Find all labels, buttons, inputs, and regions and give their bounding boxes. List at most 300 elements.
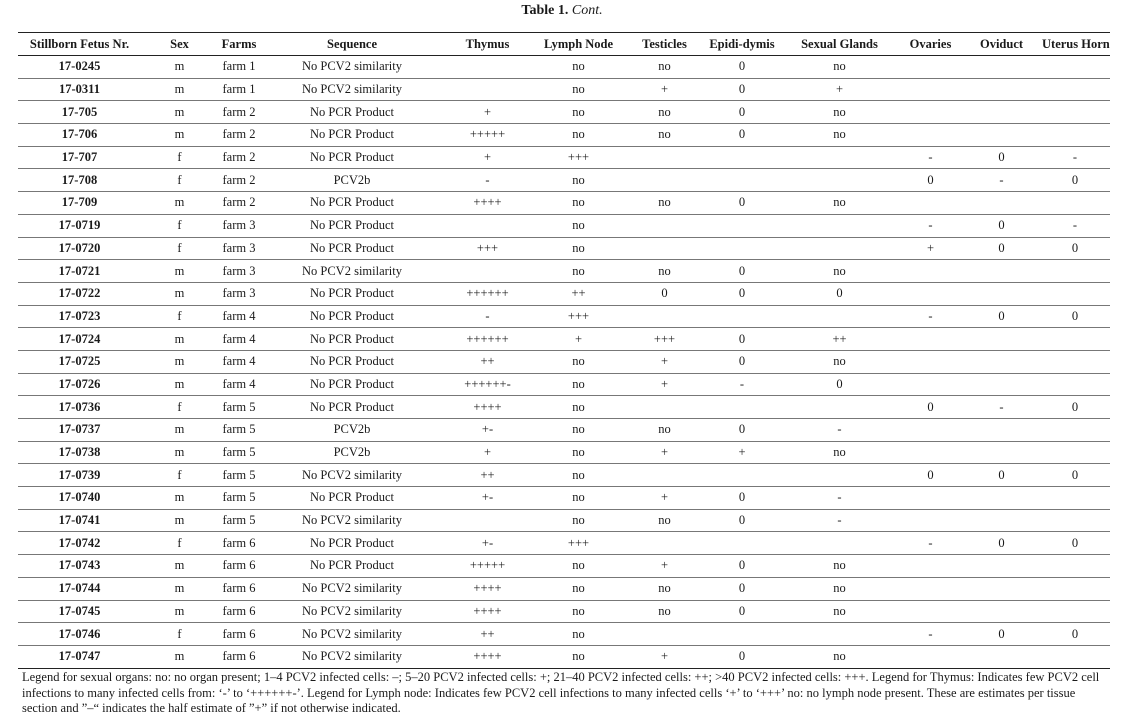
table-cell: farm 2 — [218, 101, 260, 124]
table-row — [18, 169, 1110, 192]
table-cell: PCV2b — [260, 441, 444, 464]
table-cell: - — [781, 419, 898, 442]
table-row — [18, 555, 1110, 578]
table-cell — [1040, 600, 1110, 623]
table-cell: ++++++ — [444, 282, 531, 305]
table-cell: no — [626, 577, 703, 600]
table-cell — [1040, 78, 1110, 101]
fetus-id-cell: 17-0742 — [18, 532, 141, 555]
table-cell: - — [963, 169, 1040, 192]
table-cell: ++++ — [444, 600, 531, 623]
table-cell: m — [141, 600, 218, 623]
fetus-id-cell: 17-0722 — [18, 282, 141, 305]
table-cell: No PCV2 similarity — [260, 260, 444, 283]
table-cell — [1040, 441, 1110, 464]
table-cell — [898, 645, 963, 668]
table-cell: farm 2 — [218, 192, 260, 215]
table-cell: no — [626, 56, 703, 79]
table-cell: ++ — [781, 328, 898, 351]
table-cell: No PCV2 similarity — [260, 56, 444, 79]
table-cell — [781, 169, 898, 192]
table-cell: 0 — [963, 146, 1040, 169]
table-cell — [1040, 350, 1110, 373]
table-cell: farm 2 — [218, 124, 260, 147]
table-cell: 0 — [703, 509, 781, 532]
fetus-id-cell: 17-708 — [18, 169, 141, 192]
table-cell — [781, 146, 898, 169]
table-cell — [1040, 645, 1110, 668]
table-cell: - — [781, 487, 898, 510]
table-cell — [963, 600, 1040, 623]
table-cell — [626, 464, 703, 487]
table-cell: 0 — [1040, 623, 1110, 646]
table-cell: No PCR Product — [260, 555, 444, 578]
table-cell: ++++++- — [444, 373, 531, 396]
table-cell — [444, 509, 531, 532]
table-cell: no — [531, 645, 626, 668]
table-cell: m — [141, 282, 218, 305]
table-cell: no — [531, 260, 626, 283]
table-cell: no — [531, 441, 626, 464]
table-cell — [898, 101, 963, 124]
table-cell: + — [781, 78, 898, 101]
table-cell — [963, 350, 1040, 373]
table-body — [18, 56, 1110, 669]
fetus-id-cell: 17-0744 — [18, 577, 141, 600]
table-cell: farm 6 — [218, 600, 260, 623]
table-cell — [781, 464, 898, 487]
table-cell — [898, 78, 963, 101]
table-cell — [963, 124, 1040, 147]
fetus-id-cell: 17-0725 — [18, 350, 141, 373]
table-cell — [898, 441, 963, 464]
table-cell: No PCR Product — [260, 214, 444, 237]
table-legend: Legend for sexual organs: no: no organ present; 1–4 PCV2 infected cells: –; 5–20 PCV2 infected cells: +; 21–40 PCV2 infected cells: ++; >40 PCV2 infected cells: +++. Legend for Thymus: Indicates few PCV2 cell infections to many infected cells from: ‘-’ to ‘++++++-’. Legend for Lymph node: Indicates few PCV2 cell infections to many infected cells ‘+’ to ‘+++’ no: no lymph node present. These are estimates per tissue section and ”–“ indicates the half estimate of ”+” if not otherwise indicated. — [22, 670, 1100, 716]
table-cell: no — [531, 192, 626, 215]
table-cell: farm 2 — [218, 146, 260, 169]
table-cell: +++ — [531, 146, 626, 169]
table-cell: no — [781, 350, 898, 373]
table-cell: +++++ — [444, 555, 531, 578]
table-cell: no — [781, 555, 898, 578]
table-cell: No PCV2 similarity — [260, 600, 444, 623]
table-cell: + — [444, 101, 531, 124]
table-row — [18, 124, 1110, 147]
table-cell: no — [531, 623, 626, 646]
table-cell: m — [141, 441, 218, 464]
table-cell: - — [1040, 214, 1110, 237]
fetus-id-cell: 17-0741 — [18, 509, 141, 532]
table-cell: m — [141, 419, 218, 442]
table-cell: No PCV2 similarity — [260, 645, 444, 668]
table-cell: f — [141, 623, 218, 646]
column-header: Lymph Node — [531, 33, 626, 56]
table-cell: m — [141, 124, 218, 147]
table-cell: 0 — [703, 645, 781, 668]
table-row — [18, 464, 1110, 487]
table-cell — [703, 169, 781, 192]
table-cell — [703, 305, 781, 328]
table-cell — [963, 56, 1040, 79]
table-cell: no — [531, 124, 626, 147]
table-cell: farm 4 — [218, 373, 260, 396]
fetus-id-cell: 17-0726 — [18, 373, 141, 396]
table-cell: No PCV2 similarity — [260, 464, 444, 487]
table-cell — [703, 237, 781, 260]
table-cell — [626, 237, 703, 260]
table-cell: farm 6 — [218, 577, 260, 600]
table-cell: No PCR Product — [260, 305, 444, 328]
table-row — [18, 441, 1110, 464]
table-cell: no — [781, 577, 898, 600]
fetus-id-cell: 17-0720 — [18, 237, 141, 260]
table-cell: + — [626, 645, 703, 668]
table-cell: f — [141, 464, 218, 487]
table-cell — [1040, 260, 1110, 283]
table-cell: no — [781, 441, 898, 464]
table-cell: No PCR Product — [260, 328, 444, 351]
table-cell: +++ — [444, 237, 531, 260]
table-cell: No PCR Product — [260, 373, 444, 396]
table-cell: no — [531, 577, 626, 600]
caption-text: Cont. — [571, 3, 603, 18]
table-cell: m — [141, 373, 218, 396]
fetus-id-cell: 17-0747 — [18, 645, 141, 668]
column-header: Sequence — [260, 33, 444, 56]
table-cell — [626, 305, 703, 328]
table-cell: f — [141, 237, 218, 260]
table-cell: no — [531, 373, 626, 396]
table-cell — [781, 396, 898, 419]
table-cell: - — [444, 305, 531, 328]
table-cell: 0 — [703, 328, 781, 351]
table-cell — [898, 56, 963, 79]
table-cell: ++++ — [444, 192, 531, 215]
table-row — [18, 101, 1110, 124]
caption-label: Table 1. — [521, 3, 569, 18]
table-cell: - — [898, 532, 963, 555]
table-header-row — [18, 33, 1110, 56]
table-cell: no — [531, 509, 626, 532]
table-cell: f — [141, 214, 218, 237]
table-cell: no — [626, 600, 703, 623]
table-cell: 0 — [898, 169, 963, 192]
table-cell: - — [898, 146, 963, 169]
table-row — [18, 214, 1110, 237]
table-cell — [1040, 101, 1110, 124]
table-cell: no — [531, 487, 626, 510]
table-cell: m — [141, 260, 218, 283]
table-cell: no — [626, 192, 703, 215]
table-cell — [781, 623, 898, 646]
column-header: Stillborn Fetus Nr. — [18, 33, 141, 56]
table-cell: PCV2b — [260, 169, 444, 192]
table-row — [18, 487, 1110, 510]
table-cell: 0 — [898, 464, 963, 487]
table-cell: 0 — [781, 373, 898, 396]
table-cell: No PCV2 similarity — [260, 577, 444, 600]
table-cell: no — [531, 396, 626, 419]
table-cell: farm 3 — [218, 260, 260, 283]
table-cell: m — [141, 509, 218, 532]
table-cell: no — [531, 214, 626, 237]
fetus-id-cell: 17-0743 — [18, 555, 141, 578]
table-cell — [626, 623, 703, 646]
table-cell: f — [141, 396, 218, 419]
table-cell: no — [626, 419, 703, 442]
table-cell: 0 — [703, 282, 781, 305]
table-cell: no — [531, 464, 626, 487]
table-cell — [1040, 56, 1110, 79]
table-cell — [898, 487, 963, 510]
table-cell — [1040, 282, 1110, 305]
table-cell: farm 5 — [218, 419, 260, 442]
column-header: Ovaries — [898, 33, 963, 56]
column-header: Uterus Horn — [1040, 33, 1110, 56]
table-cell — [1040, 509, 1110, 532]
table-cell — [781, 305, 898, 328]
table-cell: 0 — [963, 214, 1040, 237]
table-cell: no — [781, 600, 898, 623]
table-cell: m — [141, 645, 218, 668]
table-cell — [963, 328, 1040, 351]
table-cell: ++++ — [444, 577, 531, 600]
table-cell: No PCR Product — [260, 146, 444, 169]
table-cell: 0 — [703, 350, 781, 373]
table-cell — [626, 396, 703, 419]
table-row — [18, 78, 1110, 101]
table-cell: 0 — [703, 577, 781, 600]
table-cell: +++++ — [444, 124, 531, 147]
table-cell: f — [141, 169, 218, 192]
table-cell: farm 5 — [218, 441, 260, 464]
table-cell — [963, 509, 1040, 532]
table-cell — [781, 237, 898, 260]
table-row — [18, 532, 1110, 555]
table-cell: No PCR Product — [260, 192, 444, 215]
column-header: Oviduct — [963, 33, 1040, 56]
table-cell — [1040, 373, 1110, 396]
table-cell: - — [1040, 146, 1110, 169]
fetus-id-cell: 17-0746 — [18, 623, 141, 646]
table-cell — [898, 509, 963, 532]
table-cell: no — [781, 645, 898, 668]
table-cell — [898, 328, 963, 351]
table-cell: m — [141, 78, 218, 101]
table-cell: ++ — [531, 282, 626, 305]
table-cell: ++ — [444, 350, 531, 373]
column-header: Testicles — [626, 33, 703, 56]
table-row — [18, 146, 1110, 169]
table-caption — [0, 2, 1124, 20]
table-cell — [963, 419, 1040, 442]
table-cell: farm 4 — [218, 350, 260, 373]
table-row — [18, 237, 1110, 260]
table-cell — [898, 350, 963, 373]
table-cell — [626, 214, 703, 237]
table-row — [18, 373, 1110, 396]
table-cell: no — [531, 101, 626, 124]
table-cell: + — [626, 441, 703, 464]
table-cell: no — [781, 124, 898, 147]
table-cell — [963, 487, 1040, 510]
table-cell: 0 — [703, 600, 781, 623]
column-header: Sex — [141, 33, 218, 56]
table-cell — [898, 192, 963, 215]
table-row — [18, 577, 1110, 600]
table-cell: farm 3 — [218, 214, 260, 237]
table-cell — [898, 577, 963, 600]
table-row — [18, 328, 1110, 351]
table-cell: + — [703, 441, 781, 464]
fetus-id-cell: 17-0724 — [18, 328, 141, 351]
fetus-id-cell: 17-0738 — [18, 441, 141, 464]
table-cell: f — [141, 305, 218, 328]
table-row — [18, 623, 1110, 646]
table-cell: farm 5 — [218, 464, 260, 487]
table-cell: 0 — [703, 260, 781, 283]
table-cell: m — [141, 56, 218, 79]
table-cell — [703, 532, 781, 555]
table-cell: + — [898, 237, 963, 260]
table-cell: m — [141, 350, 218, 373]
table-cell: 0 — [1040, 532, 1110, 555]
table-cell: No PCR Product — [260, 350, 444, 373]
table-row — [18, 600, 1110, 623]
table-cell — [963, 282, 1040, 305]
table-row — [18, 396, 1110, 419]
table-cell: no — [626, 124, 703, 147]
table-row — [18, 305, 1110, 328]
table-cell: + — [626, 555, 703, 578]
table-row — [18, 260, 1110, 283]
table-cell — [963, 373, 1040, 396]
table-cell: 0 — [626, 282, 703, 305]
table-cell: no — [626, 509, 703, 532]
table-cell — [898, 419, 963, 442]
table-cell: + — [444, 146, 531, 169]
table-cell: farm 1 — [218, 78, 260, 101]
table-cell — [444, 78, 531, 101]
table-cell: 0 — [1040, 396, 1110, 419]
table-cell: 0 — [703, 124, 781, 147]
table-cell — [898, 124, 963, 147]
table-cell: no — [531, 350, 626, 373]
table-cell: farm 6 — [218, 532, 260, 555]
table-row — [18, 282, 1110, 305]
fetus-id-cell: 17-0737 — [18, 419, 141, 442]
table-cell: 0 — [1040, 237, 1110, 260]
table-cell: no — [531, 169, 626, 192]
table-cell: + — [626, 78, 703, 101]
table-cell: 0 — [703, 101, 781, 124]
table-cell: 0 — [963, 464, 1040, 487]
table-cell: +- — [444, 487, 531, 510]
table-cell: No PCR Product — [260, 237, 444, 260]
table-cell — [626, 532, 703, 555]
table-cell — [444, 56, 531, 79]
table-cell — [703, 464, 781, 487]
table-cell: 0 — [703, 192, 781, 215]
table-cell — [703, 396, 781, 419]
fetus-id-cell: 17-0736 — [18, 396, 141, 419]
table-cell: - — [898, 623, 963, 646]
table-cell — [963, 192, 1040, 215]
table-cell: farm 6 — [218, 555, 260, 578]
table-cell: + — [626, 487, 703, 510]
table-cell: 0 — [703, 487, 781, 510]
table-cell — [898, 555, 963, 578]
table-cell — [1040, 124, 1110, 147]
table-cell: - — [781, 509, 898, 532]
table-cell — [444, 214, 531, 237]
table-cell: m — [141, 487, 218, 510]
table-row — [18, 350, 1110, 373]
table-cell — [963, 101, 1040, 124]
table-cell: farm 2 — [218, 169, 260, 192]
table-cell: PCV2b — [260, 419, 444, 442]
table-cell: 0 — [1040, 305, 1110, 328]
table-cell: no — [781, 260, 898, 283]
table-cell: 0 — [703, 56, 781, 79]
table-cell: + — [626, 350, 703, 373]
column-header: Epidi-dymis — [703, 33, 781, 56]
table-cell: farm 5 — [218, 396, 260, 419]
table-cell: farm 6 — [218, 645, 260, 668]
table-cell: farm 6 — [218, 623, 260, 646]
table-row — [18, 645, 1110, 668]
table-cell — [963, 577, 1040, 600]
table-cell: No PCR Product — [260, 396, 444, 419]
table-cell — [1040, 577, 1110, 600]
table-cell: m — [141, 577, 218, 600]
table-cell — [703, 214, 781, 237]
table-cell — [626, 146, 703, 169]
table-cell: no — [531, 78, 626, 101]
column-header: Farms — [218, 33, 260, 56]
table-cell: No PCV2 similarity — [260, 509, 444, 532]
table-cell: no — [531, 419, 626, 442]
table-cell: no — [531, 600, 626, 623]
fetus-id-cell: 17-0245 — [18, 56, 141, 79]
table-cell: no — [781, 101, 898, 124]
table-cell: m — [141, 555, 218, 578]
table-cell — [781, 532, 898, 555]
table-row — [18, 56, 1110, 79]
table-cell: No PCV2 similarity — [260, 78, 444, 101]
table-row — [18, 419, 1110, 442]
table-cell: - — [898, 214, 963, 237]
table-cell: +++ — [531, 532, 626, 555]
fetus-id-cell: 17-0739 — [18, 464, 141, 487]
table-cell: 0 — [703, 419, 781, 442]
table-cell: 0 — [963, 237, 1040, 260]
table-cell — [444, 260, 531, 283]
table-cell: - — [703, 373, 781, 396]
table-cell: + — [531, 328, 626, 351]
table-cell: - — [444, 169, 531, 192]
table-cell: ++ — [444, 464, 531, 487]
table-cell: 0 — [781, 282, 898, 305]
table-cell — [963, 555, 1040, 578]
results-table — [18, 32, 1110, 669]
table-cell: farm 5 — [218, 509, 260, 532]
table-cell: 0 — [963, 305, 1040, 328]
table-cell: f — [141, 532, 218, 555]
table-cell: farm 1 — [218, 56, 260, 79]
fetus-id-cell: 17-0745 — [18, 600, 141, 623]
table-cell — [898, 373, 963, 396]
